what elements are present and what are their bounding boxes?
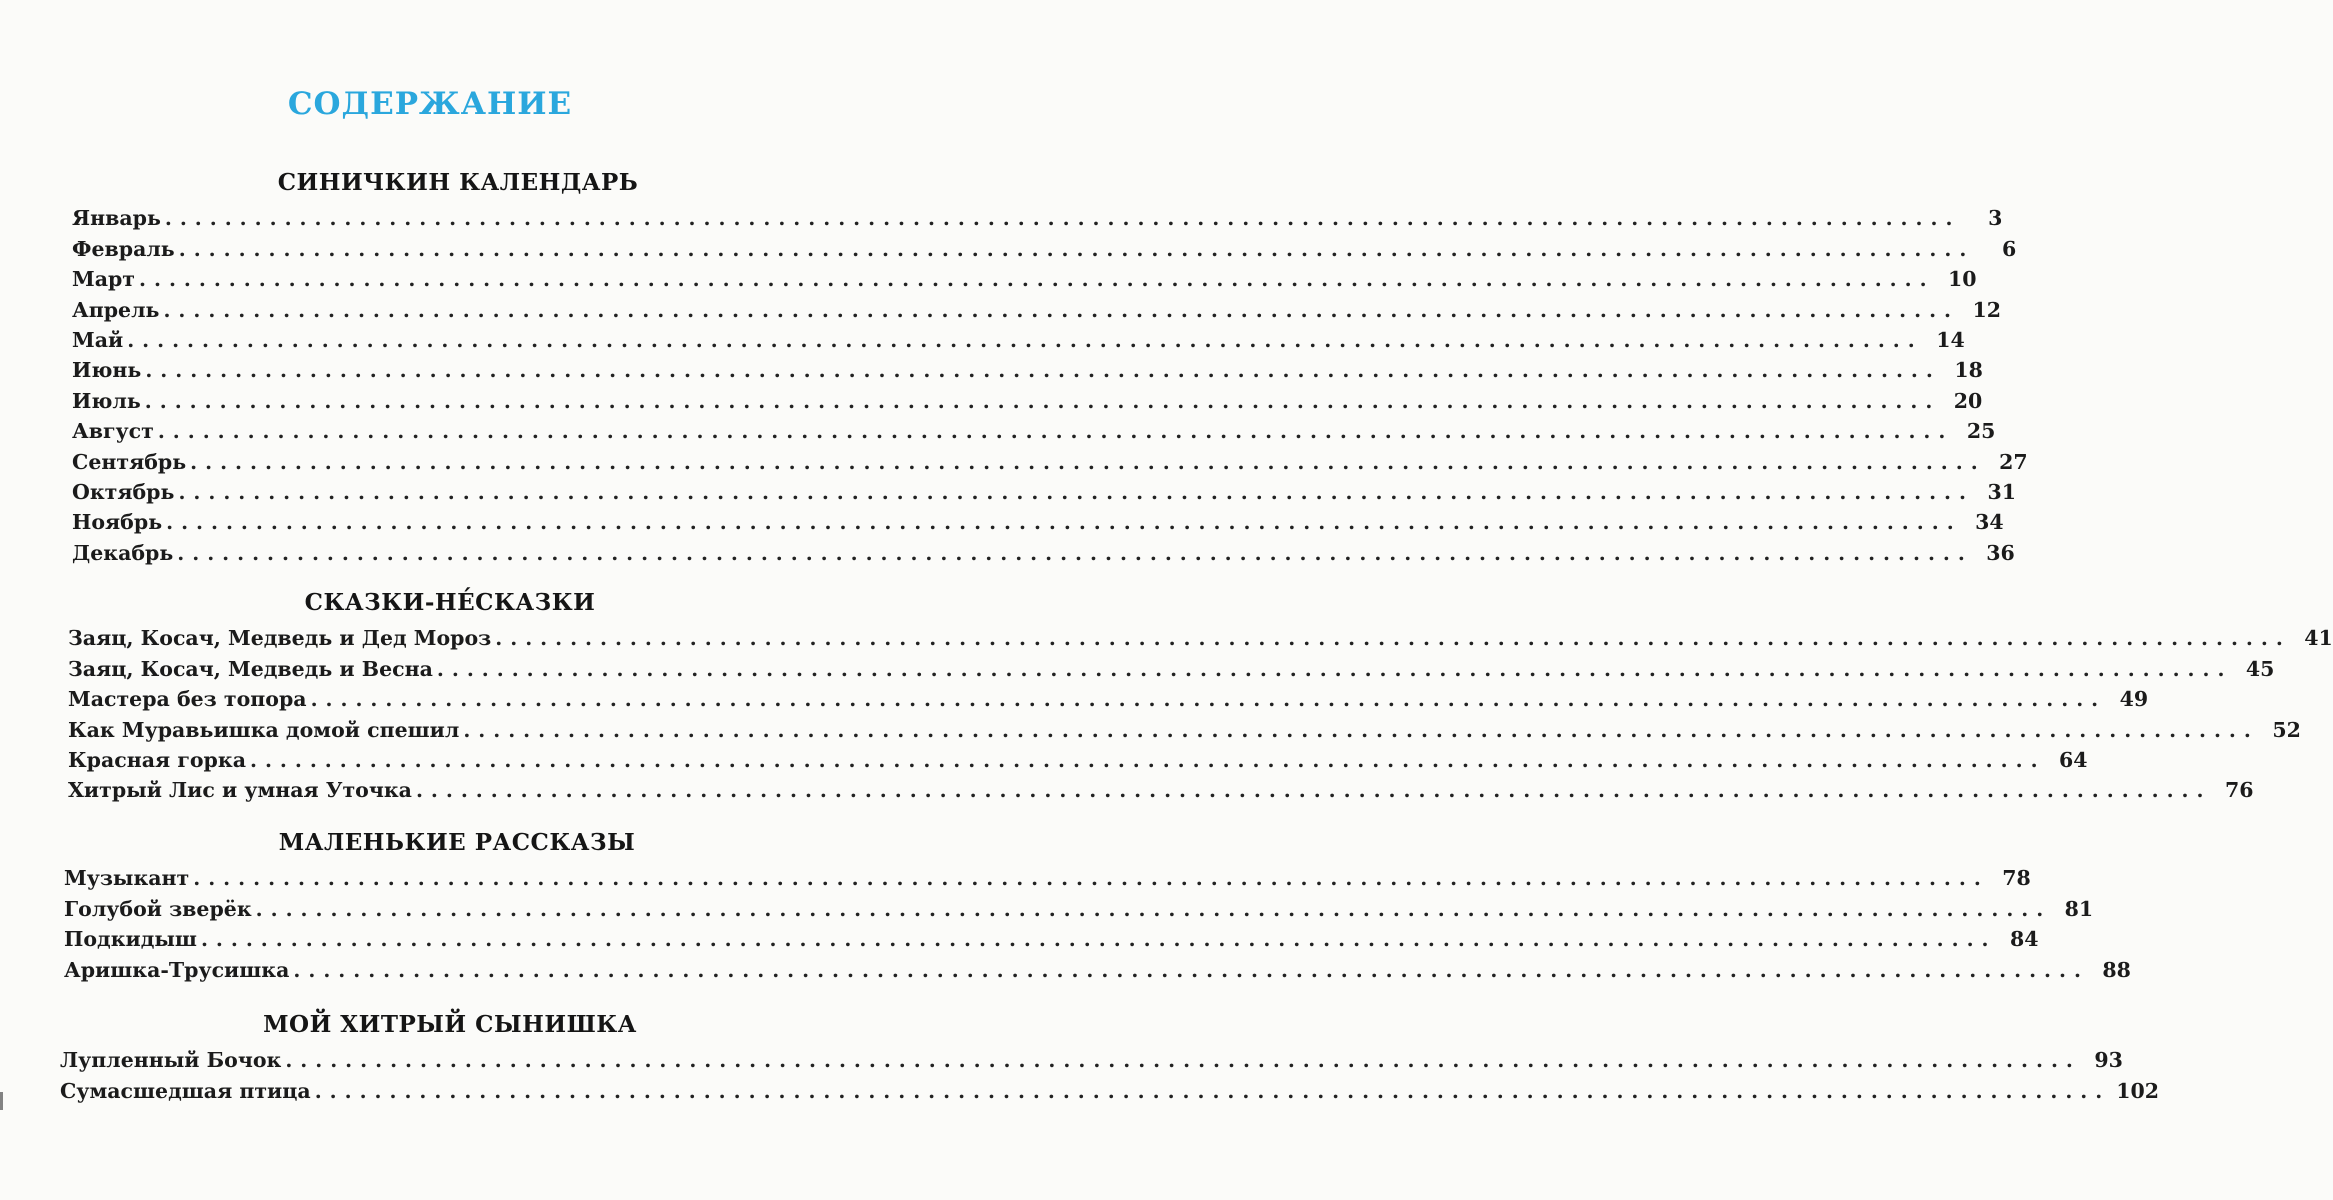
- toc-entry[interactable]: [72, 352, 1983, 383]
- entry-label: Как Муравьишка домой спешил: [68, 717, 460, 742]
- toc-entry[interactable]: [60, 1072, 2160, 1103]
- entry-label: Сумасшедшая птица: [60, 1078, 311, 1103]
- entry-page-number: 52: [2272, 717, 2301, 742]
- dot-leader: ........................................................................................................................: [463, 717, 2259, 742]
- entry-page-number: 81: [2064, 896, 2094, 921]
- toc-entry[interactable]: [72, 261, 1977, 292]
- dot-leader: ........................................................................................................................: [178, 479, 1974, 504]
- toc-section-calendar: [0, 166, 2028, 565]
- toc-entry[interactable]: [64, 890, 2094, 921]
- entry-page-number: 3: [1988, 206, 2003, 231]
- dot-leader: ........................................................................................................................: [164, 206, 1961, 231]
- entry-page-number: 25: [1966, 419, 1996, 444]
- toc-section-tales: [0, 586, 2333, 803]
- toc-entry[interactable]: [72, 504, 2004, 535]
- dot-leader: ........................................................................................................................: [193, 866, 1989, 891]
- dot-leader: ........................................................................................................................: [415, 778, 2212, 803]
- entry-label: Июль: [72, 388, 141, 413]
- entry-label: Заяц, Косач, Медведь и Дед Мороз: [68, 626, 492, 651]
- toc-section-short-stories: [0, 826, 2131, 982]
- toc-entry[interactable]: [68, 620, 2333, 651]
- entry-label: Апрель: [72, 297, 160, 322]
- dot-leader: ........................................................................................................................: [177, 540, 1973, 565]
- dot-leader: ........................................................................................................................: [285, 1048, 2081, 1073]
- toc-entry[interactable]: [72, 413, 1996, 444]
- toc-entry[interactable]: [72, 443, 2028, 474]
- dot-leader: ........................................................................................................................: [249, 747, 2046, 772]
- dot-leader: ........................................................................................................................: [178, 236, 1975, 261]
- toc-entry[interactable]: [72, 534, 2015, 565]
- entry-page-number: 41: [2304, 626, 2333, 651]
- entry-label: Ноябрь: [72, 510, 163, 535]
- entry-label: Январь: [72, 206, 161, 231]
- entry-label: Май: [72, 327, 124, 352]
- entry-label: Март: [72, 267, 136, 292]
- toc-entry[interactable]: [72, 382, 1983, 413]
- toc-entry[interactable]: [64, 951, 2131, 982]
- toc-entry[interactable]: [68, 772, 2254, 803]
- entry-page-number: 102: [2116, 1078, 2160, 1103]
- scan-edge-mark: [0, 1092, 3, 1110]
- entry-label: Декабрь: [72, 540, 174, 565]
- entry-page-number: 20: [1953, 388, 1983, 413]
- toc-entry[interactable]: [64, 921, 2039, 952]
- section-title: СКАЗКИ-НЕ́СКАЗКИ: [304, 589, 596, 616]
- dot-leader: ........................................................................................................................: [139, 267, 1935, 292]
- entry-label: Август: [72, 419, 154, 444]
- dot-leader: ........................................................................................................................: [163, 297, 1959, 322]
- toc-entry[interactable]: [68, 681, 2149, 712]
- entry-label: Октябрь: [72, 479, 175, 504]
- entry-label: Сентябрь: [72, 449, 187, 474]
- entry-label: Аришка-Трусишка: [64, 957, 290, 982]
- entry-page-number: 64: [2059, 747, 2088, 772]
- dot-leader: ........................................................................................................................: [166, 510, 1962, 535]
- toc-section-my-sly-son: [0, 1008, 2160, 1103]
- toc-entry[interactable]: [68, 711, 2301, 742]
- toc-entry[interactable]: [64, 860, 2031, 891]
- toc-entry[interactable]: [72, 230, 2017, 261]
- entry-label: Голубой зверёк: [64, 896, 252, 921]
- entry-page-number: 12: [1972, 297, 2001, 322]
- toc-entry[interactable]: [72, 474, 2016, 504]
- dot-leader: ........................................................................................................................: [200, 927, 1997, 952]
- entry-page-number: 31: [1987, 479, 2016, 504]
- entry-page-number: 14: [1936, 327, 1965, 352]
- entry-page-number: 88: [2102, 957, 2131, 982]
- dot-leader: ........................................................................................................................: [495, 626, 2291, 651]
- toc-entry[interactable]: [72, 200, 2003, 231]
- entry-label: Июнь: [72, 358, 142, 383]
- toc-title: СОДЕРЖАНИЕ: [287, 86, 573, 122]
- entry-label: Хитрый Лис и умная Уточка: [68, 778, 412, 803]
- entry-page-number: 18: [1954, 358, 1983, 383]
- entry-label: Красная горка: [68, 747, 246, 772]
- dot-leader: ........................................................................................................................: [293, 957, 2089, 982]
- entry-page-number: 78: [2002, 866, 2031, 891]
- entry-label: Подкидыш: [64, 927, 197, 952]
- dot-leader: ........................................................................................................................: [127, 327, 1923, 352]
- dot-leader: ........................................................................................................................: [145, 358, 1941, 383]
- dot-leader: ........................................................................................................................: [314, 1078, 2111, 1103]
- entry-page-number: 10: [1948, 267, 1977, 292]
- dot-leader: ........................................................................................................................: [310, 687, 2107, 712]
- toc-entry[interactable]: [68, 742, 2088, 772]
- entry-page-number: 84: [2009, 927, 2039, 952]
- dot-leader: ........................................................................................................................: [190, 449, 1986, 474]
- entry-page-number: 49: [2119, 687, 2149, 712]
- dot-leader: ........................................................................................................................: [157, 419, 1954, 444]
- entry-page-number: 34: [1975, 510, 2004, 535]
- entry-label: Музыкант: [64, 866, 190, 891]
- section-title: МОЙ ХИТРЫЙ СЫНИШКА: [263, 1011, 637, 1038]
- entry-page-number: 76: [2224, 778, 2254, 803]
- toc-entry[interactable]: [68, 650, 2275, 681]
- entry-label: Заяц, Косач, Медведь и Весна: [68, 656, 433, 681]
- entry-page-number: 27: [1999, 449, 2028, 474]
- toc-entry[interactable]: [60, 1042, 2123, 1073]
- dot-leader: ........................................................................................................................: [436, 656, 2233, 681]
- entry-page-number: 36: [1986, 540, 2015, 565]
- dot-leader: ........................................................................................................................: [144, 388, 1941, 413]
- toc-entry[interactable]: [72, 322, 1965, 352]
- toc-entry[interactable]: [72, 291, 2001, 322]
- entry-label: Лупленный Бочок: [60, 1048, 282, 1073]
- dot-leader: ........................................................................................................................: [255, 896, 2052, 921]
- section-title: СИНИЧКИН КАЛЕНДАРЬ: [277, 169, 639, 196]
- entry-label: Мастера без топора: [68, 687, 307, 712]
- entry-label: Февраль: [72, 236, 175, 261]
- section-title: МАЛЕНЬКИЕ РАССКАЗЫ: [278, 829, 636, 856]
- entry-page-number: 93: [2094, 1048, 2123, 1073]
- entry-page-number: 6: [2002, 236, 2017, 261]
- entry-page-number: 45: [2245, 656, 2275, 681]
